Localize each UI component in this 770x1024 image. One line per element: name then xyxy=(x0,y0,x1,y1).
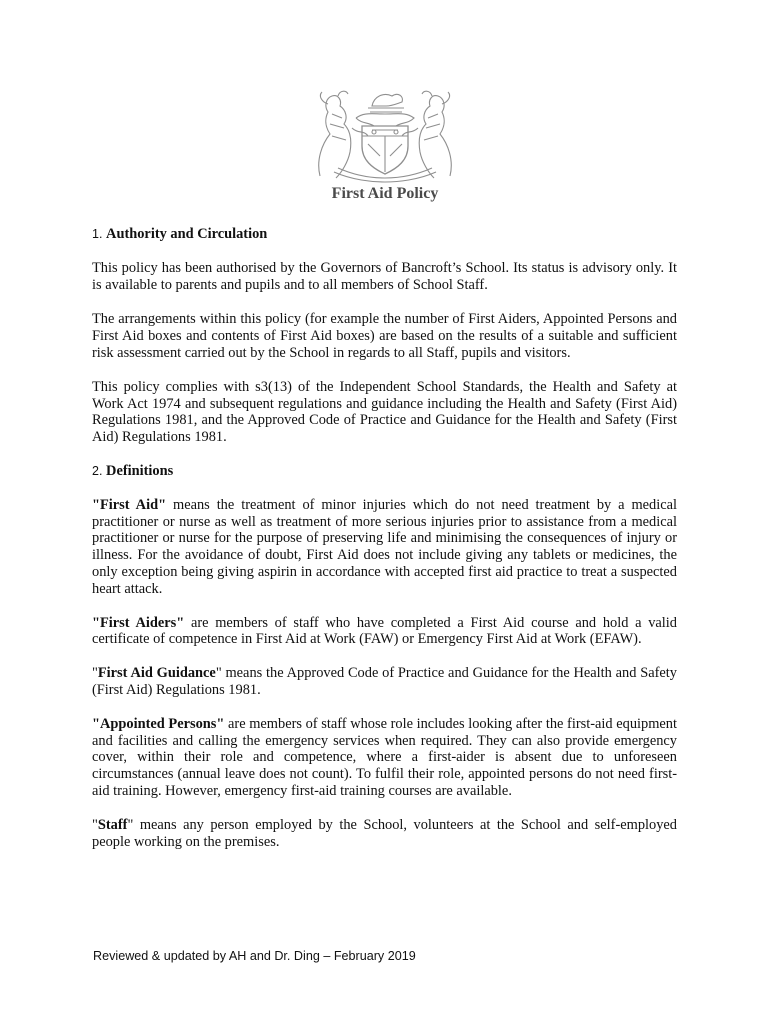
definition-first-aid-guidance xyxy=(92,665,677,699)
paragraph: This policy has been authorised by the Governors of Bancroft’s School. Its status is advisory only. It is available to parents and pupils and to all members of School Staff. xyxy=(92,259,677,293)
page-title: First Aid Policy xyxy=(331,185,439,202)
definition-prefix: " xyxy=(92,816,98,833)
definition-text: " means the Approved Code of Practice and Guidance for the Health and Safety (First Aid) Regulations 1981. xyxy=(92,665,677,698)
definition-prefix: " xyxy=(92,665,98,682)
definition-first-aiders xyxy=(92,615,677,649)
section-number: 1. xyxy=(92,227,103,241)
school-crest-icon xyxy=(312,84,458,184)
definition-term: First Aid Guidance xyxy=(97,665,216,682)
section-title: Definitions xyxy=(106,462,174,479)
section-number: 2. xyxy=(92,463,103,478)
document-body xyxy=(92,226,677,867)
definition-term: "First Aid" xyxy=(92,496,167,513)
section-heading xyxy=(92,226,677,243)
definition-staff xyxy=(92,817,677,851)
definition-term: Staff xyxy=(97,816,128,833)
section-title: Authority and Circulation xyxy=(106,226,268,242)
definition-text: are members of staff who have completed a First Aid course and hold a valid certificate of competence in First Aid at Work (FAW) or Emergency First Aid at Work (EFAW). xyxy=(92,614,677,648)
definition-term: "First Aiders" xyxy=(92,614,185,631)
definition-term: "Appointed Persons" xyxy=(92,715,225,732)
definition-text: are members of staff whose role includes looking after the first-aid equipment and facilities and calling the emergency services when required. They can also provide emergency cover, within their role and competence, where a first-aider is absent due to unforeseen circumstances (annual leave does not count). To fulfil their role, appointed persons do not need first-aid training. However, emergency first-aid training courses are available. xyxy=(92,715,677,799)
section-heading xyxy=(92,463,677,480)
definition-text: " means any person employed by the School, volunteers at the School and self-employed people working on the premises. xyxy=(92,816,677,850)
paragraph: This policy complies with s3(13) of the Independent School Standards, the Health and Safety at Work Act 1974 and subsequent regulations and guidance including the Health and Safety (First Aid) Regulations 1981, and the Approved Code of Practice and Guidance for the Health and Safety (First Aid) Regulations 1981. xyxy=(92,378,677,446)
definition-appointed-persons xyxy=(92,716,677,800)
paragraph: The arrangements within this policy (for example the number of First Aiders, Appointed Persons and First Aid boxes and contents of First Aid boxes) are based on the results of a suitable and sufficient risk assessment carried out by the School in regards to all Staff, pupils and visitors. xyxy=(92,311,677,361)
definition-text: means the treatment of minor injuries which do not need treatment by a medical practitioner or nurse as well as treatment of more serious injuries prior to assistance from a medical practitioner or nurse for the purpose of preserving life and minimising the consequences of injury or illness. For the avoidance of doubt, First Aid does not include giving any tablets or medicines, the only exception being giving aspirin in accordance with accepted first aid practice to treat a suspected heart attack. xyxy=(92,496,677,597)
page-footer: Reviewed & updated by AH and Dr. Ding – February 2019 xyxy=(93,949,416,963)
definition-first-aid xyxy=(92,497,677,598)
